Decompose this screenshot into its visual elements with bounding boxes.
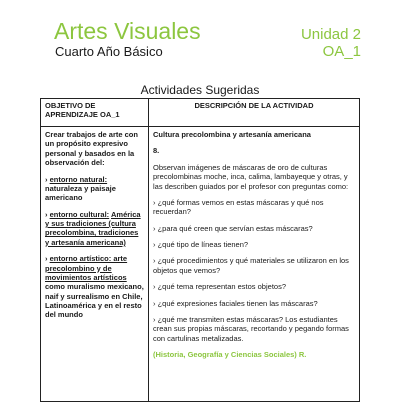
objective-cell bbox=[41, 127, 149, 401]
activity-number: 8. bbox=[153, 146, 160, 156]
natural-label: entorno natural: bbox=[49, 174, 108, 184]
section-title: Actividades Sugeridas bbox=[140, 83, 260, 97]
table-header-objective: OBJETIVO DE APRENDIZAJE OA_1 bbox=[41, 99, 149, 127]
objective-intro: Crear trabajos de arte con un propósito expresivo personal y basados en la observación del: bbox=[45, 130, 138, 168]
activity-question: › ¿para qué creen que servían estas máscaras? bbox=[153, 223, 313, 233]
objective-cultural: › entorno cultural: América y sus tradiciones (cultura precolombina, tradiciones y artesanía americana) bbox=[45, 209, 141, 247]
artistic-label: entorno artístico: arte precolombino y de movimientos artísticos bbox=[45, 254, 128, 282]
activity-intro: Observan imágenes de máscaras de oro de culturas precolombinas moche, inca, calima, lambayeque y otras, y las describen guiados por el profesor con preguntas como: bbox=[153, 162, 349, 191]
activity-question: › ¿qué expresiones faciales tienen las máscaras? bbox=[153, 298, 318, 308]
document-title: Artes Visuales bbox=[54, 18, 201, 44]
objective-code: OA_1 bbox=[322, 43, 361, 60]
cultural-label: entorno cultural: bbox=[49, 209, 110, 219]
document-header bbox=[0, 0, 400, 80]
objective-artistic: › entorno artístico: arte precolombino y de movimientos artísticos como muralismo mexicano, naif y surrealismo en Chile, Latinoamérica y en el resto del mundo bbox=[45, 254, 144, 320]
activity-question: › ¿qué me transmiten estas máscaras? Los estudiantes crean sus propias máscaras, recortando y pegando formas con cartulinas metalizadas. bbox=[153, 314, 349, 343]
activity-question: › ¿qué formas vemos en estas máscaras y qué nos recuerdan? bbox=[153, 197, 324, 217]
activity-cell bbox=[149, 127, 359, 401]
activity-question: › ¿qué tipo de líneas tienen? bbox=[153, 240, 249, 249]
objective-natural: › entorno natural: naturaleza y paisaje americano bbox=[45, 174, 116, 203]
activity-title: Cultura precolombina y artesanía americana bbox=[153, 130, 311, 139]
activity-question: › ¿qué tema representan estos objetos? bbox=[153, 282, 286, 292]
activity-question: › ¿qué procedimientos y qué materiales se utilizaron en los objetos que vemos? bbox=[153, 256, 349, 275]
cultural-text: América y sus tradiciones (cultura precolombina, tradiciones y artesanía americana) bbox=[45, 209, 141, 247]
natural-text: naturaleza y paisaje americano bbox=[45, 183, 116, 203]
table-header-description: DESCRIPCIÓN DE LA ACTIVIDAD bbox=[149, 99, 359, 127]
document-subtitle: Cuarto Año Básico bbox=[55, 44, 163, 59]
artistic-text: como muralismo mexicano, naif y surrealismo en Chile, Latinoamérica y en el resto del mundo bbox=[45, 282, 144, 320]
cross-subject-note: (Historia, Geografía y Ciencias Sociales) R. bbox=[153, 350, 307, 359]
activities-table bbox=[40, 98, 360, 402]
unit-label: Unidad 2 bbox=[300, 26, 361, 43]
